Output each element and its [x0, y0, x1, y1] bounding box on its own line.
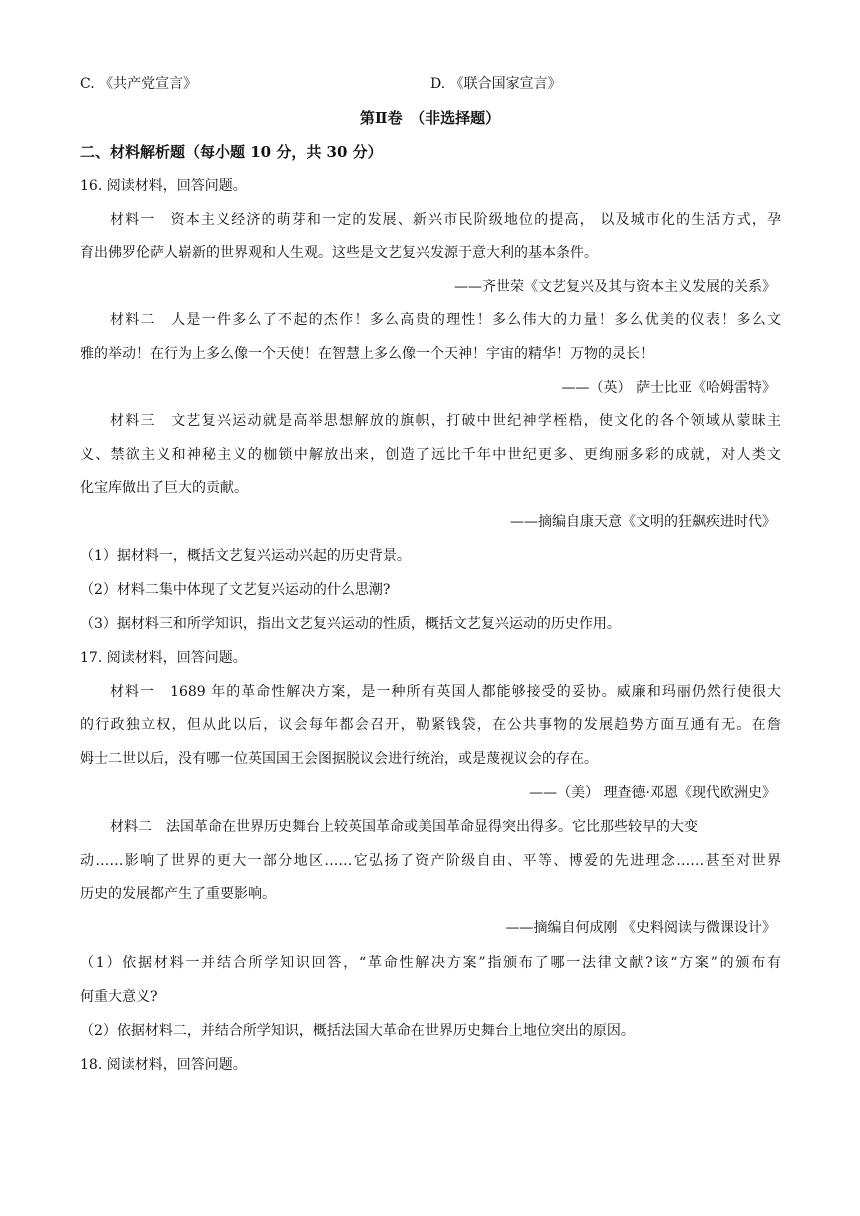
q17-material2-line1: 材料二 法国革命在世界历史舞台上较英国革命或美国革命显得突出得多。它比那些较早的大变: [110, 819, 698, 835]
q16-prompt: 16. 阅读材料，回答问题。: [80, 178, 247, 194]
q17-material1-line1: 材料一 1689 年的革命性解决方案，是一种所有英国人都能够接受的妥协。威廉和玛丽仍然行使很大: [110, 684, 781, 700]
q16-material3-line1: 材料三 文艺复兴运动就是高举思想解放的旗帜，打破中世纪神学桎梏，使文化的各个领域从蒙昧主: [110, 413, 781, 429]
q17-material2-line2: 动……影响了世界的更大一部分地区……它弘扬了资产阶级自由、平等、博爱的先进理念……甚至对世界: [80, 853, 781, 869]
q16-material1-line1: 材料一 资本主义经济的萌芽和一定的发展、新兴市民阶级地位的提高， 以及城市化的生活方式，孕: [110, 212, 781, 228]
q17-material1-line2: 的行政独立权，但从此以后，议会每年都会召开，勒紧钱袋，在公共事物的发展趋势方面互通有无。在詹: [80, 717, 781, 733]
q16-sub1: （1）据材料一，概括文艺复兴运动兴起的历史背景。: [80, 548, 411, 564]
q16-material3-line2: 义、禁欲主义和神秘主义的枷锁中解放出来，创造了远比千年中世纪更多、更绚丽多彩的成就，对人类文: [80, 447, 781, 463]
q16-sub3: （3）据材料三和所学知识，指出文艺复兴运动的性质，概括文艺复兴运动的历史作用。: [80, 616, 621, 632]
q17-sub2: （2）依据材料二，并结合所学知识，概括法国大革命在世界历史舞台上地位突出的原因。: [80, 1023, 635, 1039]
q16-material2-line1: 材料二 人是一件多么了不起的杰作！多么高贵的理性！多么伟大的力量！多么优美的仪表！多么文: [110, 312, 781, 328]
q16-material1-line2: 育出佛罗伦萨人崭新的世界观和人生观。这些是文艺复兴发源于意大利的基本条件。: [80, 245, 598, 261]
option-d: D. 《联合国家宣言》: [430, 76, 562, 92]
section-heading: 二、材料解析题（每小题 10 分，共 30 分）: [80, 143, 383, 161]
q17-sub1-line2: 何重大意义?: [80, 989, 158, 1005]
q16-material2-line2: 雅的举动！在行为上多么像一个天使！在智慧上多么像一个天神！宇宙的精华！万物的灵长！: [80, 346, 654, 362]
q17-material2-line3: 历史的发展都产生了重要影响。: [80, 886, 276, 902]
q17-material1-source: ——（美） 理查德·邓恩《现代欧洲史》: [529, 785, 776, 801]
q18-prompt: 18. 阅读材料，回答问题。: [80, 1057, 247, 1073]
part-title: 第Ⅱ卷 （非选择题）: [359, 109, 501, 127]
q17-material1-line3: 姆士二世以后，没有哪一位英国国王会图据脱议会进行统治，或是蔑视议会的存在。: [80, 751, 598, 767]
q17-sub1-line1: （1）依据材料一并结合所学知识回答，“革命性解决方案”指颁布了哪一法律文献?该“方案”的颁布有: [80, 955, 781, 971]
q16-material1-source: ——齐世荣《文艺复兴及其与资本主义发展的关系》: [454, 279, 776, 295]
q16-material3-line3: 化宝库做出了巨大的贡献。: [80, 480, 248, 496]
option-c: C. 《共产党宣言》: [80, 76, 198, 92]
q17-prompt: 17. 阅读材料，回答问题。: [80, 650, 247, 666]
q16-material2-source: ——（英） 萨士比亚《哈姆雷特》: [561, 380, 776, 396]
q17-material2-source: ——摘编自何成刚 《史料阅读与微课设计》: [505, 920, 776, 936]
q16-sub2: （2）材料二集中体现了文艺复兴运动的什么思潮?: [80, 582, 391, 598]
q16-material3-source: ——摘编自康天意《文明的狂飙疾进时代》: [510, 514, 776, 530]
